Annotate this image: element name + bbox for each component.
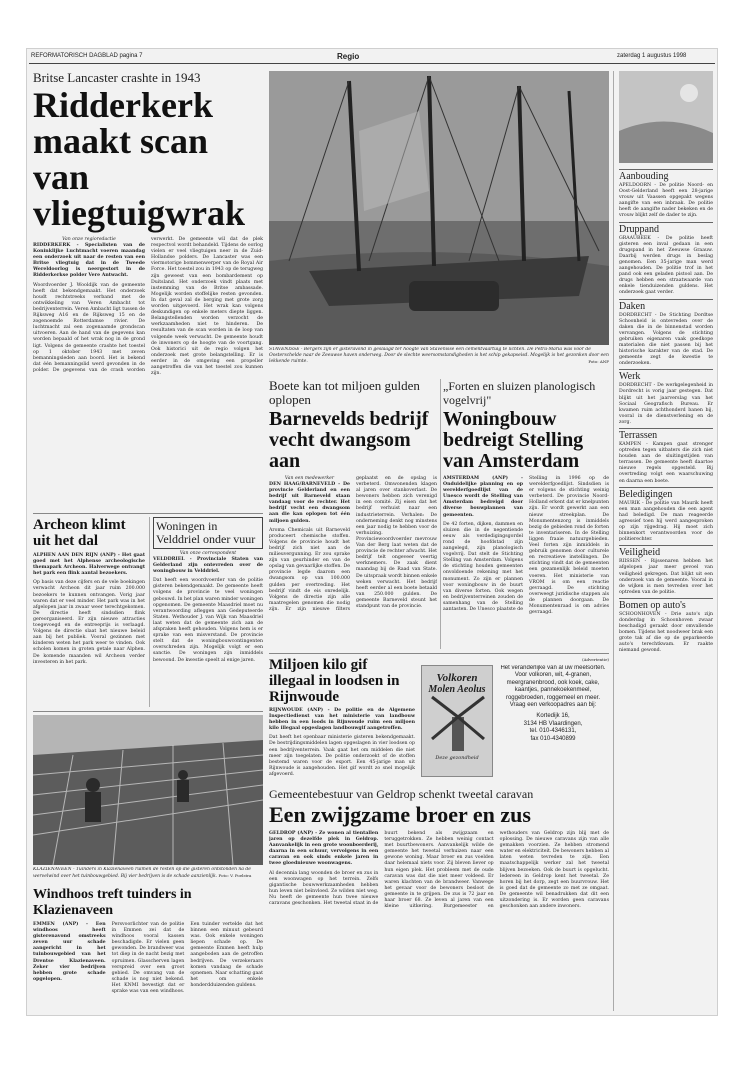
caption-text: STAVENISSE - Bergers zijn er gisteravond in geslaagd ter hoogte van Stavenisse een cementvaartuig te lichten. De Petra-Maria was voor de Oosterschelde naar de Zeeuwse haven onderweg. Door de slechte weersomstandigheden is het schip gekapseisd. Mogelijk is het gezonken door een lekkende ruimte. bbox=[269, 347, 609, 364]
lead: EMMEN (ANP) - Een windhoos heeft gisterenavond omstreeks zeven uur schade aangericht in het tuinbouwgebied van het Drentse Klazienaveen. Zeker vier bedrijven hebben grote schade opgelopen. bbox=[33, 922, 106, 982]
lead: GELDROP (ANP) - Ze wonen al tientallen jaren op dezelfde plek in Geldrop. Aanvankelijk in een grote woonboerderij, daarna in een schuur, vervolgens in een caravan en ook sinds enkele jaren in twee gloednieuwe woonwagens. bbox=[269, 831, 379, 867]
sidebar-brief-title: Veiligheid bbox=[619, 545, 713, 559]
article-geldrop bbox=[269, 787, 609, 1012]
photo-klazienaveen bbox=[33, 715, 263, 865]
body-text: Persvoorlichter van de politie in Emmen zei dat de windhoos vooral kassen beschadigde. Er vielen geen gewonden. De brandweer was tot diep in de nacht bezig met opruimen. Glasscherven lagen verspreid over een groot gebied. De omvang van de schade is nog niet bekend. Het KNMI bevestigt dat er sprake was van een windhoos. Een tuinder vertelde dat het binnen een minuut gebeurd was. Ook enkele woningen liepen schade op. De gemeente Emmen heeft hulp aangeboden aan de getroffen bedrijven. De verzekeraars komen vandaag de schade opnemen. Naar schatting gaat het om enkele honderdduizenden guldens. bbox=[111, 922, 263, 995]
byline: Van een medewerker bbox=[284, 476, 335, 481]
header-publication: REFORMATORISCH DAGBLAD pagina 7 bbox=[31, 53, 143, 59]
ad-brand-bottom: Molen Aeolus bbox=[428, 684, 486, 695]
mill-icon bbox=[422, 695, 493, 755]
lead: VELDDRIEL - Provinciale Staten van Gelderland zijn ontevreden over de woningbouw in Velddriel. bbox=[153, 557, 263, 575]
photo-credit: Foto: ANP bbox=[588, 359, 609, 364]
photo-caption bbox=[269, 347, 609, 373]
ad-address: 3134 HB Vlaardingen, bbox=[523, 720, 583, 727]
sidebar-brief-title: Werk bbox=[619, 369, 713, 383]
photo-credit: Foto: V. Poelstra bbox=[218, 873, 252, 878]
article-archeon bbox=[33, 517, 145, 717]
byline: Van onze regioredactie bbox=[62, 237, 116, 242]
body-text: Dat heeft een woordvoerder van de politie gisteren bekendgemaakt. De gemeente heeft volgens de provincie te veel woningen gebouwd. In het plan waren minder woningen opgenomen. De gemeente Maasdriel moet nu verantwoording afleggen aan Gedeputeerde Staten. Wethouder J. van Wijk van Maasdriel laat weten dat de gemeente zich aan de afspraken heeft gehouden. Volgens hem is er sprake van een misverstand. De provincie stelt dat de woningbouwcontingenten overschreden zijn. Mogelijk volgt er een sanctie. De woningen zijn inmiddels bewoond. De kwestie speelt al enige jaren. bbox=[153, 578, 263, 663]
headline: Een zwijgzame broer en zus bbox=[269, 802, 531, 827]
headline: Miljoen kilo gif illegaal in loodsen in Rijnwoude bbox=[269, 657, 400, 705]
divider bbox=[33, 711, 263, 712]
header-section: Regio bbox=[337, 52, 360, 61]
photo-stavenisse bbox=[269, 71, 609, 345]
kicker: „Forten en sluizen planologisch vogelvrij" bbox=[443, 379, 596, 407]
sidebar-brief-title: Druppand bbox=[619, 222, 713, 236]
ad-sub: Deze gezondheid bbox=[435, 755, 479, 761]
newspaper-page bbox=[26, 48, 718, 1016]
sidebar-photo bbox=[619, 71, 713, 163]
divider bbox=[269, 653, 609, 654]
divider bbox=[440, 379, 441, 649]
sidebar-brief-text: DORDRECHT - De werkgelegenheid in Dordrecht is vorig jaar gestegen. Dat blijkt uit het jaarverslag van het Sociaal Geografisch Bureau. Er kwamen ruim achthonderd banen bij, vooral in de dienstverlening en de zorg. bbox=[619, 383, 713, 425]
ad-image bbox=[421, 665, 493, 777]
article-barneveld bbox=[269, 379, 437, 649]
advertisement-aeolus bbox=[419, 657, 609, 783]
sidebar-brief-text: APELDOORN - De politie Noord- en Oost-Gelderland heeft een 28-jarige vrouw uit Vaassen opgepakt wegens aangifte van een inbraak. De politie heeft de aangifte nader bekeken en de vrouw blijkt zelf de dader te zijn. bbox=[619, 183, 713, 219]
headline: Windhoos treft tuinders in Klazienaveen bbox=[33, 887, 192, 918]
article-rijnwoude bbox=[269, 657, 415, 782]
headline: Archeon klimt uit het dal bbox=[33, 517, 126, 549]
ad-company: Kortedijk 16, bbox=[536, 713, 570, 720]
ad-fax: fax 010-4340899 bbox=[530, 735, 576, 742]
sidebar-brief-text: RIISSEN - Rijssenaren hebben het afgelopen jaar meer gevoel van veiligheid gekregen. Dat blijkt uit een onderzoek van de gemeente. Vooral in de wijken is men tevreden over het optreden van de politie. bbox=[619, 559, 713, 595]
body-text: Woordvoerder J. Wooldijk van de gemeente heeft dat bekendgemaakt. Het onderzoek houdt rechtstreeks verband met de ontwikkeling van Veren Ambacht tot bedrijventerrein. Veren Ambacht ligt tussen de Rijksweg A16 en de Rijksweg 15 en de zogenoemde Rotterdamse rivier. De luchtmacht zal een zogenaamde grondscan uitvoeren. Aan de hand van de gegevens kan worden bepaald of het wrak nog in de grond ligt. Volgens de gemeente crashte het toestel op 1 oktober 1943 met zeven bemanningsleden aan boord. Het is bekend dat één bemanningslid werd gevonden in de polder. De gegevens van de crash worden verwerkt. De gemeente wil dat de plek respectvol wordt behandeld. Tijdens de oorlog vielen er veel vliegtuigen neer in de Zuid-Hollandse polders. De Lancaster was een viermotorige bommenwerper van de Royal Air Force. Het toestel zou in 1943 op de terugweg zijn geweest van een bombardement op Duitsland. Het onderzoek vindt plaats met instemming van de Britse ambassade. Mogelijk worden stoffelijke resten gevonden. In dat geval zal de berging met grote zorg worden uitgevoerd. Het wrak kan volgens deskundigen op enkele meters diepte liggen. Belangstellenden worden verzocht de werkzaamheden niet te hinderen. De resultaten van de scan worden in de loop van volgende week verwacht. De gemeente houdt de inwoners op de hoogte van de voortgang. Ook historici uit de regio volgen het onderzoek met grote belangstelling. Er is eerder in de omgeving een propeller aangetroffen die van het toestel zou kunnen zijn. bbox=[33, 237, 263, 377]
divider bbox=[149, 517, 150, 707]
body-text: Dat heeft het openbaar ministerie gisteren bekendgemaakt. De bestrijdingsmiddelen lagen opgeslagen in vier loodsen op een bedrijventerrein. Vaak gaat het om middelen die niet meer zijn toegelaten. De politie onderzoekt of de stoffen bestemd waren voor de export. Een 45-jarige man uit Rijnwoude is aangehouden. Het gif wordt zo snel mogelijk afgevoerd. bbox=[269, 735, 415, 777]
headline: Woningen in Velddriel onder vuur bbox=[156, 519, 256, 546]
lead: AMSTERDAM (ANP) - Onduidelijke planning en op werelderfgoedlijst van de Unesco wordt de Stelling van Amsterdam bedreigd door diverse bouwplannen van gemeenten. bbox=[443, 476, 523, 518]
sidebar-brief-text: KAMPEN - Kampen gaat strenger optreden tegen uitbaters die zich niet houden aan de sluitingstijden van terrassen. De gemeente heeft daartoe nieuwe regels opgesteld. Bij overtreding volgt een waarschuwing en daarna een boete. bbox=[619, 442, 713, 484]
photo-caption bbox=[33, 867, 263, 881]
body-text: Aroma Chemicals uit Barneveld produceert chemische stoffen. Volgens de provincie houdt het bedrijf zich niet aan de milieuvergunning. Er zou sprake zijn van geurhinder en van de opslag van gevaarlijke stoffen. De provincie legde daarom een dwangsom op van 100.000 gulden per overtreding. Het bedrijf vindt de eis onredelijk. Volgens de directie zijn alle maatregelen genomen die nodig zijn. Er zijn nieuwe filters geplaatst en de opslag is verbeterd. Omwonenden klagen al jaren over stankoverlast. De bewoners hebben zich verenigd in een comité. Zij eisen dat het bedrijf verhuist naar een industrieterrein. Verhalen: De onderneming denkt nog minstens een jaar nodig te hebben voor de verhuizing. Provinciewoordvoerder mevrouw Van der Berg laat weten dat de provincie de rechter afwacht. Het bedrijf telt ongeveer veertig werknemers. De zaak dient maandag bij de Raad van State. De uitspraak wordt binnen enkele weken verwacht. Het bedrijf heeft eerder al een boete betaald van 250.000 gulden. De gemeente Barneveld steunt het standpunt van de provincie. bbox=[269, 476, 437, 612]
body-text: Op basis van deze cijfers en de vele boekingen verwacht Archeon dit jaar ruim 200.000 bezoekers te kunnen ontvangen. Vorig jaar waren dat er veel minder. Het park was in het afgelopen jaar in zwaar weer terechtgekomen. De directie heeft sindsdien flink gereorganiseerd. Er zijn nieuwe attracties toegevoegd en de entreeprijs is verlaagd. Volgens de directie slaat het nieuwe beleid aan bij het publiek. Vooral gezinnen met kinderen weten het park weer te vinden. Ook scholen komen in groten getale naar Alphen. De komende maanden wil Archeon verder investeren in het park. bbox=[33, 580, 145, 665]
body-text: Al decennia lang woonden de broer en zus in een woonwagen op het terrein. Zelfs gigantische bouwwerkzaamheden hebben hun leven niet beïnvloed. Ze wilden niet weg. Nu heeft de gemeente hun twee nieuwe caravans geschonken. Het tweetal staat in de buurt bekend als zwijgzaam en teruggetrokken. Ze hebben weinig contact met buurtbewoners. Aanvankelijk wilde de gemeente het tweetal verhuizen naar een gewone woning. Maar broer en zus voelden daar helemaal niets voor. Zij bleven liever op hun eigen plek. Het probleem met de oude caravan was dat die niet meer voldeed. Er waren klachten van de brandweer. Vanwege het gevaar voor de bewoners besloot de gemeente in te grijpen. De zus is 72 jaar en haar broer 68. Ze leven al jaren van een kleine uitkering. Burgemeester en wethouders van Geldrop zijn blij met de oplossing. De nieuwe caravans zijn van alle gemakken voorzien. Ze hebben stromend water en elektriciteit. De bewoners hebben al laten weten tevreden te zijn. Een maatschappelijk werker zal het tweetal blijven bezoeken. Ook de buurt is opgelucht. Iedereen in Geldrop kent het tweetal. Ze horen bij het dorp, zegt een buurvrouw. Het is goed dat de gemeente zo met ze omgaat. De gemeente wil benadrukken dat dit een uitzondering is. Er worden geen caravans geschonken aan andere inwoners. bbox=[269, 831, 609, 910]
photo-illustration bbox=[619, 71, 713, 163]
caption-text: KLAZIENAVEEN - Tuinders in Klazienaveen ruimen de resten op die gisteren ontstonden na de wervelwind over het tuinbouwgebied. Bij vier bedrijven is de schade aanzienlijk. bbox=[33, 867, 251, 879]
ad-brand-top: Volkoren bbox=[436, 672, 478, 684]
byline: Van onze correspondent bbox=[179, 551, 237, 556]
photo-illustration bbox=[33, 715, 263, 865]
divider bbox=[613, 71, 614, 1011]
lead: RIDDERKERK - Specialisten van de Koninklijke Luchtmacht voeren maandag een onderzoek uit naar de resten van een Britse vliegtuig dat in de Tweede Wereldoorlog is neergestort in de Ridderkerkse polder Vere Antwacht. bbox=[33, 243, 145, 279]
divider bbox=[33, 513, 263, 514]
sidebar-brief-text: SCHOONHOVEN - Drie auto's zijn donderdag in Schoonhoven zwaar beschadigd geraakt door omvallende bomen. Tijdens het noodweer brak een grote tak af die op de geparkeerde auto's terechtkwam. Er raakte niemand gewond. bbox=[619, 611, 713, 654]
sidebar-brief-title: Daken bbox=[619, 299, 713, 313]
headline: Woningbouw bedreigt Stelling van Amsterdam bbox=[443, 408, 584, 472]
sidebar-brief-text: GRAAUBEEK - De politie heeft gisteren een inval gedaan in een drugspand in het Zeeuwse Graauw. Daarbij werden drugs in beslag genomen. Een 35-jarige man werd aangehouden. De politie trof in het pand ook een geladen pistool aan. De drugs hebben een straatwaarde van enkele tienduizenden guldens. Het onderzoek gaat verder. bbox=[619, 235, 713, 296]
sidebar-brief-title: Terrassen bbox=[619, 428, 713, 442]
lead: RIJNWOUDE (ANP) - De politie en de Algemene Inspectiedienst van het ministerie van landbouw hebben in een loods in Rijnwoude ruim een miljoen kilo illegaal opgeslagen landbouwgif aangetroffen. bbox=[269, 708, 415, 732]
kicker: Gemeentebestuur van Geldrop schenkt tweetal caravan bbox=[269, 787, 534, 801]
ad-label: (Advertentie) bbox=[582, 657, 609, 662]
photo-illustration bbox=[269, 71, 609, 345]
body-text: De 42 forten, dijken, dammen en sluizen die in de negentiende eeuw als verdedigingsgordel rond de hoofdstad zijn aangelegd, zijn planologisch vogelvrij. Dat stelt de Stichting Stelling van Amsterdam. Volgens de stichting houden gemeenten onvoldoende rekening met het monument. Zo zijn er plannen voor woningbouw in de buurt van diverse forten. Ook wegen en bedrijventerreinen zouden de samenhang van de Stelling aantasten. De Unesco plaatste de Stelling in 1996 op de werelderfgoedlijst. Sindsdien is er volgens de stichting weinig verbeterd. De provincie Noord-Holland erkent dat er knelpunten zijn. Er wordt gewerkt aan een nieuw streekplan. De Monumentenzorg is inmiddels bezig de gebieden rond de forten te inventariseren. In de Stelling liggen fraaie natuurgebieden. Veel forten zijn inmiddels in gebruik genomen door culturele en recreatieve instellingen. De stichting vindt dat de gemeenten een gezamenlijk beleid moeten voeren. Het ministerie van VROM is om een reactie gevraagd. De stichting overweegt juridische stappen als de plannen doorgaan. De Monumentenraad is om advies gevraagd. bbox=[443, 476, 609, 616]
article-windhoos bbox=[33, 887, 263, 1012]
ad-tel: tel. 010-4346131, bbox=[529, 728, 577, 735]
sidebar-brief-text: MAURIK - De politie van Maurik heeft een man aangehouden die een agent had beledigd. De man reageerde agressief toen hij werd aangesproken op zijn rijgedrag. Hij moet zich binnenkort verantwoorden voor de politierechter. bbox=[619, 500, 713, 543]
kicker: Britse Lancaster crashte in 1943 bbox=[33, 71, 201, 85]
sidebar-briefs bbox=[619, 167, 713, 1012]
headline: Ridderkerk maakt scan van vliegtuigwrak bbox=[33, 85, 245, 233]
kicker: Boete kan tot miljoen gulden oplopen bbox=[269, 379, 420, 407]
header-date: zaterdag 1 augustus 1998 bbox=[617, 53, 687, 59]
article-ridderkerk bbox=[33, 71, 263, 511]
sidebar-brief-title: Bomen op auto's bbox=[619, 598, 713, 612]
ad-text: Het veranderlijke van al uw meelsorten. Voor volkoren, wit, 4-granen, meergranenbrood, ook koek, cake, kaantjes, pannekoekenmeel, roggebroeden, roggemeel en meer. Vraag een verkoopadres aan bij: bbox=[500, 665, 606, 709]
lead: ALPHEN AAN DEN RIJN (ANP) - Het gaat goed met het Alphense archeologische themapark Archeon. Halverwege ontvangt het park een flink aantal bezoekers. bbox=[33, 553, 145, 577]
sidebar-brief-title: Aanbouding bbox=[619, 169, 713, 183]
article-velddriel bbox=[153, 517, 263, 717]
headline: Barnevelds bedrijf vecht dwangsom aan bbox=[269, 408, 429, 472]
sidebar-brief-text: DORDRECHT - De Stichting Dordtse Schoonheid is ontevreden over de daken die in de binnenstad worden vervangen. Volgens de stichting gebruiken eigenaren vaak goedkope materialen die niet passen bij het historische karakter van de stad. De gemeente zegt de kwestie te onderzoeken. bbox=[619, 312, 713, 367]
lead: DEN HAAG/BARNEVELD - De provincie Gelderland en een bedrijf uit Barneveld staan vandaag voor de rechter. Het bedrijf vecht een dwangsom aan die kan oplopen tot één miljoen gulden. bbox=[269, 482, 350, 524]
article-amsterdam bbox=[443, 379, 609, 659]
sidebar-brief-title: Beledigingen bbox=[619, 487, 713, 501]
header-rule bbox=[29, 63, 715, 64]
